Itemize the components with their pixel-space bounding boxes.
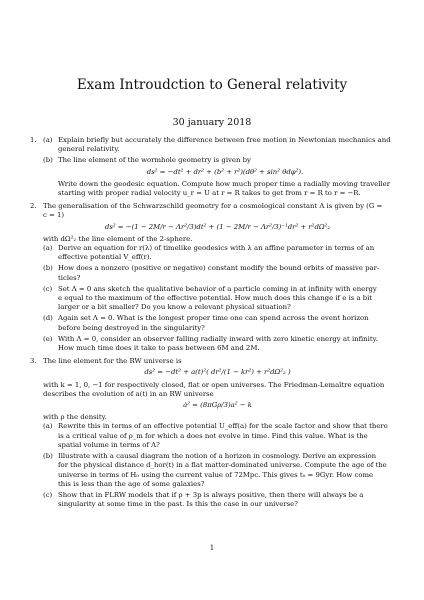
part-3c — [43, 491, 392, 509]
text-line: c = 1) — [43, 211, 65, 220]
text-line: How much time does it take to pass between 6M and 2M. — [58, 344, 260, 353]
rw-line-element-equation: ds² = −dt² + a(t)²( dr²/(1 − kr²) + r²dΩ²₂ ) — [144, 368, 291, 377]
text-line: describes the evolution of a(t) in an RW universe — [43, 389, 214, 398]
exam-title: Exam Introudction to General relativity — [76, 77, 348, 93]
question-1 — [30, 136, 392, 198]
part-2b — [43, 264, 392, 282]
text-line: The line element for the RW universe is — [43, 357, 182, 366]
exam-date: 30 january 2018 — [172, 117, 252, 128]
text-line: general relativity. — [58, 145, 120, 154]
question-3 — [30, 357, 392, 509]
text-line: How does a nonzero (positive or negative) constant modify the bound orbits of massive par- — [58, 264, 380, 273]
text-line: Rewrite this in terms of an effective potential U_eff(a) for the scale factor and show that there — [58, 422, 388, 431]
part-2e — [43, 335, 392, 353]
text-line: e equal to the maximum of the effective potential. How much does this change if e is a bit — [58, 294, 373, 303]
text-line: universe in terms of H₀ using the current value of 72Mpc. This gives t₀ = 9Gyr. How come — [58, 470, 374, 479]
page-number: 1 — [209, 544, 215, 552]
text-line: spatial volume in terms of Λ? — [58, 440, 160, 449]
question-number: 2. — [30, 202, 37, 211]
part-1a — [43, 136, 392, 154]
part-label: (d) — [43, 314, 53, 323]
text-line: The line element of the wormhole geometry is given by — [58, 156, 251, 165]
text-line: Illustrate with a causal diagram the notion of a horizon in cosmology. Derive an expression — [58, 452, 377, 461]
text-line: effective potential V_eff(r). — [58, 253, 152, 262]
text-line: before being destroyed in the singularity? — [58, 323, 205, 332]
part-label: (c) — [43, 490, 53, 499]
wormhole-equation: ds² = −dt² + dr² + (b² + r²)(dθ² + sin² θdφ²). — [146, 167, 304, 176]
part-label: (b) — [43, 452, 53, 461]
text-line: Derive an equation for r(λ) of timelike geodesics with λ an affine parameter in terms of an — [58, 244, 375, 253]
part-2d — [43, 314, 392, 332]
part-label: (c) — [43, 284, 53, 293]
part-3a — [43, 422, 392, 450]
text-line: Set Λ = 0 ans sketch the qualitative behavior of a particle coming in at infinity with energy — [58, 284, 377, 293]
text-line: larger or a bit smaller? Do you know a relevant physical situation? — [58, 303, 291, 312]
part-label: (b) — [43, 264, 53, 273]
part-label: (a) — [43, 244, 53, 253]
text-line: Explain briefly but accurately the difference between free motion in Newtonian mechanics and — [58, 136, 391, 144]
text-line: this is less than the age of some galaxies? — [58, 479, 205, 488]
text-line: Show that in FLRW models that if ρ + 3p is always positive, then there will always be a — [58, 490, 364, 499]
text-line: singularity at some time in the past. Is this the case in our universe? — [58, 500, 298, 509]
exam-body — [30, 136, 392, 513]
text-line: with dΩ²₂ the line element of the 2-sphere. — [43, 234, 193, 243]
text-line: Again set Λ = 0. What is the longest proper time one can spend across the event horizon — [58, 314, 369, 323]
text-line: with k = 1, 0, −1 for respectively closed, flat or open universes. The Friedman-Lemaître equation — [43, 380, 385, 389]
part-label: (a) — [43, 136, 53, 144]
question-number: 3. — [30, 357, 37, 366]
schwarzschild-equation: ds² = −(1 − 2M/r − Λr²/3)dt² + (1 − 2M/r − Λr²/3)⁻¹dr² + r²dΩ²₂ — [104, 222, 331, 231]
text-line: starting with proper radial velocity u_r = U at r = R takes to get from r = R to r = −R. — [58, 189, 361, 198]
question-number: 1. — [30, 136, 37, 144]
text-line: with ρ the density. — [43, 413, 107, 422]
text-line: for the physical distance d_hor(t) in a flat matter-dominated universe. Compute the age of the — [58, 461, 387, 470]
text-line: Write down the geodesic equation. Compute how much proper time a radially moving traveller — [58, 179, 390, 188]
part-label: (e) — [43, 334, 53, 343]
text-line: The generalisation of the Schwarzschild geometry for a cosmological constant Λ is given by (G = — [43, 202, 383, 211]
part-label: (a) — [43, 422, 53, 431]
text-line: ticles? — [58, 273, 81, 282]
part-2c — [43, 285, 392, 313]
part-3b — [43, 452, 392, 489]
part-1b — [43, 156, 392, 198]
text-line: is a critical value of ρ_m for which a does not evolve in time. Find this value. What is the — [58, 431, 368, 440]
text-line: With Λ = 0, consider an observer falling radially inward with zero kinetic energy at infinity. — [58, 334, 378, 343]
part-label: (b) — [43, 156, 53, 165]
friedmann-equation: ȧ² = (8πGρ/3)a² − k — [183, 401, 252, 410]
question-2 — [30, 202, 392, 353]
part-2a — [43, 244, 392, 262]
